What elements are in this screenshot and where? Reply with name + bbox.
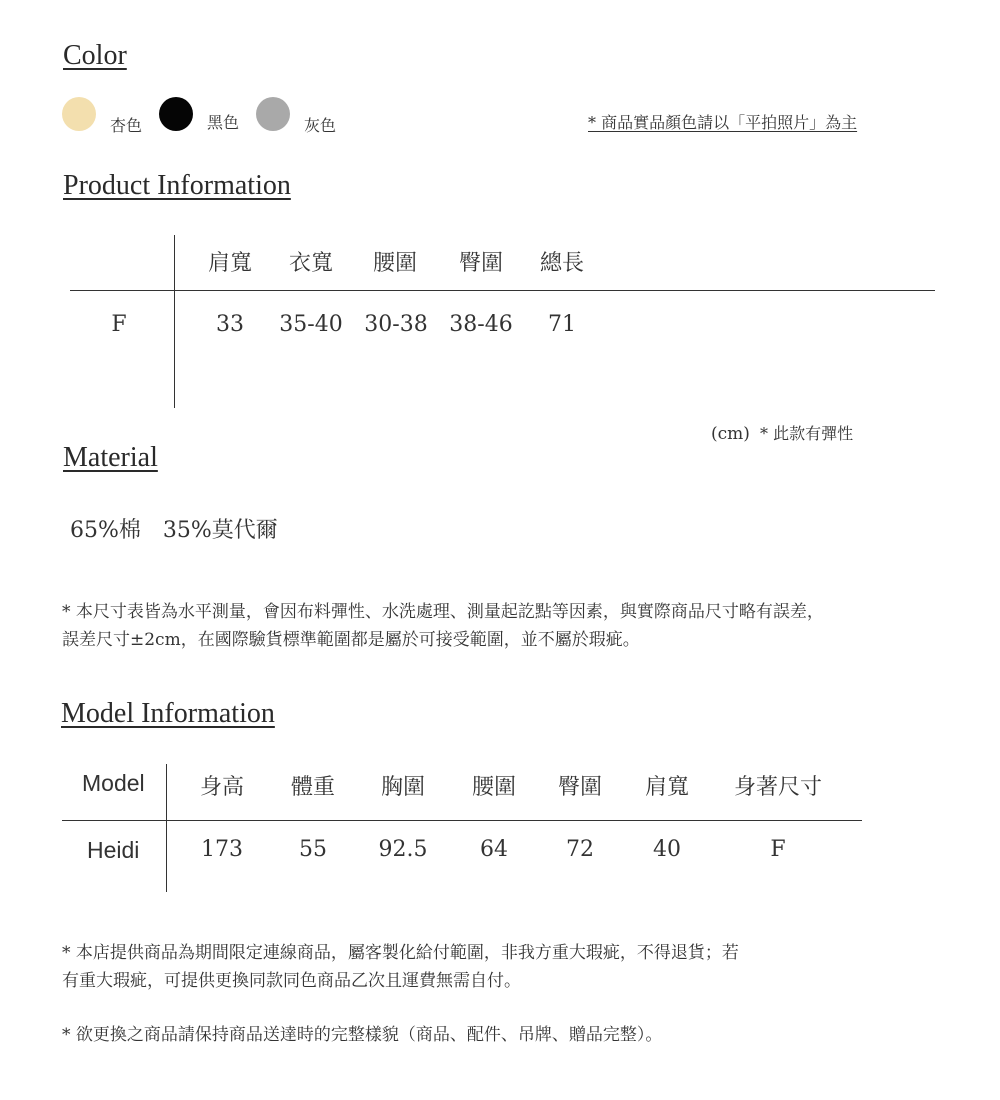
value-shoulder: 33 xyxy=(216,312,244,337)
model-value-waist: 64 xyxy=(480,837,508,862)
model-value-shoulder: 40 xyxy=(653,837,681,862)
color-note: * 商品實品顏色請以「平拍照片」為主 xyxy=(588,113,858,132)
model-value-hip: 72 xyxy=(566,837,594,862)
swatch-label-black: 黑色 xyxy=(207,113,240,132)
row-label-f: F xyxy=(111,312,127,337)
policy-note-line2: 有重大瑕疵，可提供更換同款同色商品乙次且運費無需自付。 xyxy=(62,971,521,991)
model-header-waist: 腰圍 xyxy=(471,775,516,800)
product-info-title: Product Information xyxy=(63,170,291,201)
model-info-title: Model Information xyxy=(61,698,275,729)
swatch-apricot xyxy=(62,97,96,131)
model-value-weight: 55 xyxy=(299,837,327,862)
value-waist: 30-38 xyxy=(364,312,428,337)
model-header-hip: 臀圍 xyxy=(557,775,602,800)
material-title: Material xyxy=(63,442,158,473)
model-table-vertical-divider xyxy=(166,764,167,892)
model-header-size-worn: 身著尺寸 xyxy=(733,775,822,800)
model-value-bust: 92.5 xyxy=(378,837,428,862)
model-header-bust: 胸圍 xyxy=(380,775,425,800)
policy-note-line1: * 本店提供商品為期間限定連線商品，屬客製化給付範圍，非我方重大瑕疵，不得退貨；若 xyxy=(62,943,739,963)
color-title: Color xyxy=(63,40,127,71)
measure-note-line1: * 本尺寸表皆為水平測量，會因布料彈性、水洗處理、測量起訖點等因素，與實際商品尺寸略有誤差， xyxy=(62,602,824,622)
policy-note-line3: * 欲更換之商品請保持商品送達時的完整樣貌（商品、配件、吊牌、贈品完整）。 xyxy=(62,1025,663,1045)
model-header-shoulder: 肩寬 xyxy=(644,775,689,800)
table-vertical-divider xyxy=(174,235,175,408)
model-table-horizontal-divider xyxy=(62,820,862,821)
header-hip: 臀圍 xyxy=(458,251,503,276)
swatch-black xyxy=(159,97,193,131)
model-value-height: 173 xyxy=(201,837,243,862)
value-length: 71 xyxy=(548,312,576,337)
unit-label: (cm) xyxy=(711,424,750,444)
header-shoulder: 肩寬 xyxy=(207,251,252,276)
model-header-label: Model xyxy=(82,770,145,796)
model-value-size-worn: F xyxy=(770,837,786,862)
value-chest: 35-40 xyxy=(279,312,343,337)
header-waist: 腰圍 xyxy=(372,251,417,276)
material-text: 65%棉 35%莫代爾 xyxy=(70,518,278,543)
elastic-note: * 此款有彈性 xyxy=(760,424,854,443)
swatch-label-apricot: 杏色 xyxy=(110,116,143,135)
model-header-weight: 體重 xyxy=(290,775,335,800)
swatch-label-gray: 灰色 xyxy=(304,116,337,135)
header-length: 總長 xyxy=(539,251,584,276)
swatch-gray xyxy=(256,97,290,131)
table-horizontal-divider xyxy=(70,290,935,291)
value-hip: 38-46 xyxy=(449,312,513,337)
measure-note-line2: 誤差尺寸±2cm，在國際驗貨標準範圍都是屬於可接受範圍，並不屬於瑕疵。 xyxy=(62,630,640,650)
model-name: Heidi xyxy=(87,837,140,863)
header-chest: 衣寬 xyxy=(288,251,333,276)
model-header-height: 身高 xyxy=(199,775,244,800)
